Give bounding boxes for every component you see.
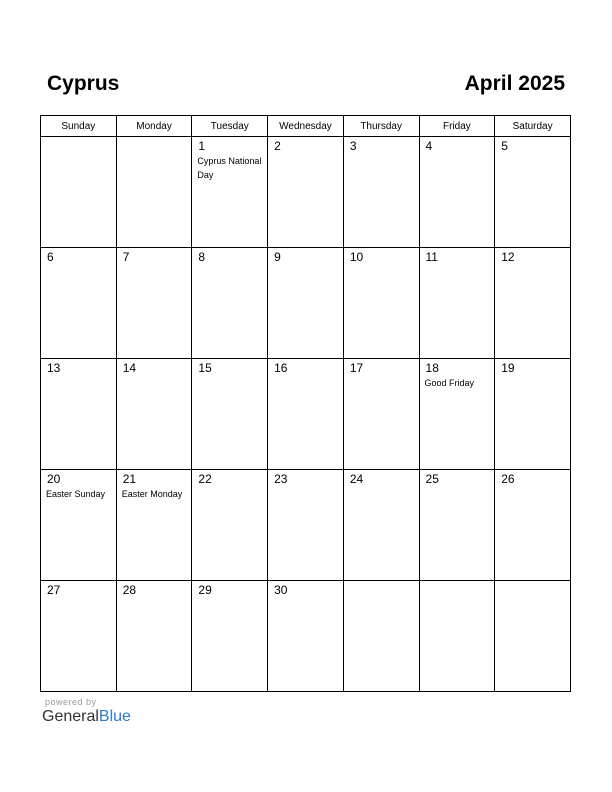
holiday-label: Cyprus National Day bbox=[197, 156, 262, 180]
day-number: 28 bbox=[122, 583, 137, 597]
day-number: 26 bbox=[501, 472, 515, 486]
weekday-header: Saturday bbox=[495, 116, 571, 137]
day-number: 21 bbox=[122, 472, 137, 486]
day-cell bbox=[343, 470, 419, 581]
day-cell bbox=[116, 581, 192, 692]
day-cell bbox=[419, 248, 495, 359]
logo-general-text: General bbox=[42, 708, 99, 725]
day-number: 2 bbox=[274, 139, 281, 153]
day-number: 27 bbox=[47, 583, 61, 597]
day-number: 14 bbox=[122, 361, 137, 375]
day-cell bbox=[268, 137, 344, 248]
day-number: 23 bbox=[274, 472, 288, 486]
day-number: 15 bbox=[198, 361, 212, 375]
day-number: 19 bbox=[501, 361, 515, 375]
day-number: 12 bbox=[501, 250, 515, 264]
day-cell bbox=[495, 359, 571, 470]
day-cell bbox=[41, 359, 117, 470]
day-number: 6 bbox=[47, 250, 54, 264]
day-number: 5 bbox=[501, 139, 508, 153]
day-cell bbox=[268, 581, 344, 692]
calendar-grid bbox=[40, 115, 571, 692]
day-number: 17 bbox=[349, 361, 364, 375]
holiday-label: Easter Monday bbox=[121, 489, 183, 499]
day-number: 24 bbox=[349, 472, 364, 486]
day-number: 3 bbox=[349, 139, 357, 153]
weekday-header: Tuesday bbox=[192, 116, 268, 137]
day-cell bbox=[41, 248, 117, 359]
empty-day-cell bbox=[495, 581, 571, 692]
day-cell bbox=[192, 581, 268, 692]
day-number: 16 bbox=[274, 361, 288, 375]
generalblue-logo[interactable] bbox=[42, 708, 131, 726]
day-cell bbox=[419, 470, 495, 581]
day-cell bbox=[116, 359, 192, 470]
day-cell bbox=[116, 248, 192, 359]
day-cell bbox=[116, 470, 192, 581]
holiday-label: Good Friday bbox=[424, 378, 475, 388]
empty-day-cell bbox=[343, 581, 419, 692]
weekday-header-row bbox=[41, 116, 571, 137]
day-number: 7 bbox=[122, 250, 130, 264]
day-cell bbox=[192, 137, 268, 248]
week-row bbox=[41, 248, 571, 359]
day-cell bbox=[419, 137, 495, 248]
day-number: 22 bbox=[198, 472, 212, 486]
weekday-header: Sunday bbox=[41, 116, 117, 137]
day-cell bbox=[495, 470, 571, 581]
month-year-title: April 2025 bbox=[464, 72, 565, 95]
empty-day-cell bbox=[419, 581, 495, 692]
weekday-header: Friday bbox=[419, 116, 495, 137]
day-cell bbox=[495, 248, 571, 359]
day-cell bbox=[192, 470, 268, 581]
week-row bbox=[41, 137, 571, 248]
day-number: 30 bbox=[274, 583, 288, 597]
logo-blue-text: Blue bbox=[98, 708, 131, 725]
weekday-header: Wednesday bbox=[268, 116, 344, 137]
day-number: 1 bbox=[198, 139, 206, 153]
day-number: 11 bbox=[425, 250, 438, 264]
day-number: 20 bbox=[47, 472, 61, 486]
holiday-label: Easter Sunday bbox=[46, 489, 106, 499]
day-cell bbox=[343, 137, 419, 248]
day-cell bbox=[268, 359, 344, 470]
week-row bbox=[41, 359, 571, 470]
day-cell bbox=[268, 470, 344, 581]
day-cell bbox=[495, 137, 571, 248]
day-number: 4 bbox=[425, 139, 433, 153]
day-cell bbox=[343, 248, 419, 359]
weekday-header: Monday bbox=[116, 116, 192, 137]
week-row bbox=[41, 581, 571, 692]
day-number: 18 bbox=[425, 361, 439, 375]
week-row bbox=[41, 470, 571, 581]
day-number: 8 bbox=[198, 250, 206, 264]
empty-day-cell bbox=[116, 137, 192, 248]
country-title: Cyprus bbox=[47, 72, 120, 95]
empty-day-cell bbox=[41, 137, 117, 248]
day-cell bbox=[192, 359, 268, 470]
day-number: 25 bbox=[425, 472, 439, 486]
day-cell bbox=[41, 470, 117, 581]
powered-by-text: powered by bbox=[45, 697, 97, 707]
weekday-header: Thursday bbox=[343, 116, 419, 137]
day-number: 29 bbox=[198, 583, 212, 597]
day-cell bbox=[419, 359, 495, 470]
day-number: 9 bbox=[274, 250, 281, 264]
day-number: 13 bbox=[47, 361, 61, 375]
day-cell bbox=[343, 359, 419, 470]
day-number: 10 bbox=[349, 250, 364, 264]
day-cell bbox=[192, 248, 268, 359]
day-cell bbox=[41, 581, 117, 692]
day-cell bbox=[268, 248, 344, 359]
